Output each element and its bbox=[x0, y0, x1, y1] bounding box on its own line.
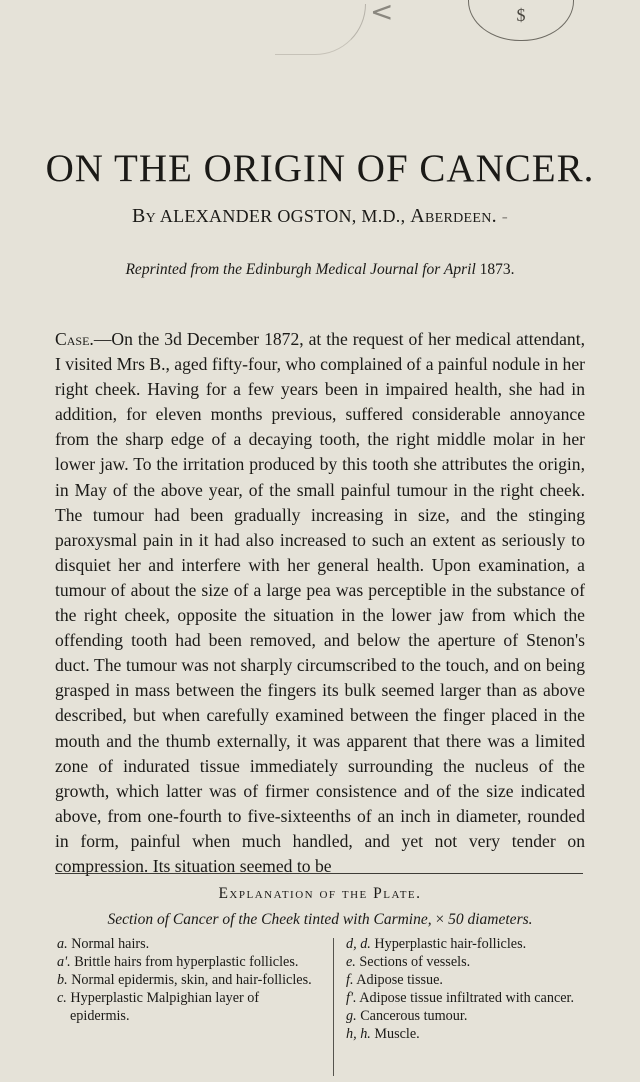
byline-prefix: By bbox=[131, 205, 157, 227]
plate-section-caption bbox=[0, 911, 640, 929]
magnification-text: 50 diameters. bbox=[448, 911, 533, 928]
legend-item bbox=[57, 953, 312, 971]
legend-item bbox=[346, 1007, 591, 1025]
legend-key: a'. bbox=[57, 954, 71, 970]
legend-column-left bbox=[57, 935, 312, 1025]
legend-text: Hyperplastic hair-follicles. bbox=[374, 936, 527, 952]
reprint-note bbox=[0, 261, 640, 279]
byline-dash: - bbox=[501, 206, 509, 226]
legend-item bbox=[57, 971, 312, 989]
stamp-mark: < bbox=[370, 0, 394, 28]
legend-text: Cancerous tumour. bbox=[360, 1008, 468, 1024]
legend-text: Adipose tissue. bbox=[356, 972, 443, 988]
legend-key: h, h. bbox=[346, 1026, 371, 1042]
section-text: Section of Cancer of the Cheek tinted with Carmine, bbox=[107, 911, 432, 928]
legend-text: Normal hairs. bbox=[71, 936, 150, 952]
legend-item bbox=[346, 989, 591, 1007]
page-title: ON THE ORIGIN OF CANCER. bbox=[45, 147, 595, 190]
legend-item bbox=[346, 935, 591, 953]
legend-text: Brittle hairs from hyperplastic follicles. bbox=[74, 954, 299, 970]
legend-item bbox=[346, 1025, 591, 1043]
legend-column-right bbox=[346, 935, 591, 1043]
page-smudge bbox=[275, 4, 366, 55]
reprint-text: Reprinted from the Edinburgh Medical Journal for April bbox=[125, 261, 476, 278]
legend-key: f. bbox=[346, 972, 354, 988]
legend-divider bbox=[333, 938, 334, 1076]
legend-text: Adipose tissue infiltrated with cancer. bbox=[359, 990, 575, 1006]
stamp-symbol: $ bbox=[516, 5, 526, 25]
legend-text: Hyperplastic Malpighian layer of epidermis. bbox=[70, 990, 260, 1024]
byline bbox=[0, 205, 640, 228]
legend-item bbox=[57, 989, 312, 1025]
legend-item bbox=[346, 971, 591, 989]
legend-text: Sections of vessels. bbox=[359, 954, 471, 970]
author-name: ALEXANDER OGSTON, M.D., bbox=[159, 206, 406, 226]
legend-key: g. bbox=[346, 1008, 357, 1024]
library-stamp bbox=[468, 0, 574, 41]
legend-key: a. bbox=[57, 936, 68, 952]
legend-key: c. bbox=[57, 990, 67, 1006]
legend-key: e. bbox=[346, 954, 356, 970]
author-place: Aberdeen. bbox=[410, 205, 497, 227]
reprint-year: 1873. bbox=[479, 261, 515, 278]
case-label: Case. bbox=[55, 329, 94, 349]
legend-key: f'. bbox=[346, 990, 357, 1006]
legend-item bbox=[346, 953, 591, 971]
magnification-symbol: × bbox=[435, 911, 445, 928]
case-text: —On the 3d December 1872, at the request of her medical attendant, I visited Mrs B., aged fifty-four, who complained of a painful nodule in her right cheek. Having for a few years been in impaired health, she had in addition, for eleven months previous, suffered considerable annoyance from the sharp edge of a decaying tooth, the right middle molar in her lower jaw. To the irritation produced by this tooth she attributes the origin, in May of the above year, of the small painful tumour in the right cheek. The tumour had been gradually increasing in size, and the stinging paroxysmal pain in it had also increased to such an extent as seriously to disquiet her and interfere with her general health. Upon examination, a tumour of about the size of a large pea was perceptible in the substance of the right cheek, opposite the situation in the lower jaw from which the offending tooth had been removed, and below the aperture of Stenon's duct. The tumour was not sharply circumscribed to the touch, and on being grasped in mass between the fingers its bulk seemed larger than as above described, but when carefully examined between the finger placed in the mouth and the thumb externally, it was apparent that there was a limited zone of indurated tissue immediately surrounding the nucleus of the growth, which latter was of firmer consistence and of the size indicated above, from one-fourth to five-sixteenths of an inch in diameter, rounded in form, painful when much handled, and yet not very tender on compression. Its situation seemed to be bbox=[55, 329, 585, 876]
footnote-divider bbox=[55, 873, 583, 874]
plate-explanation-heading: Explanation of the Plate. bbox=[218, 885, 422, 902]
legend-key: d, d. bbox=[346, 936, 371, 952]
legend-item bbox=[57, 935, 312, 953]
legend-text: Muscle. bbox=[374, 1026, 420, 1042]
case-paragraph bbox=[55, 327, 585, 879]
legend-key: b. bbox=[57, 972, 68, 988]
legend-text: Normal epidermis, skin, and hair-follicles. bbox=[71, 972, 312, 988]
